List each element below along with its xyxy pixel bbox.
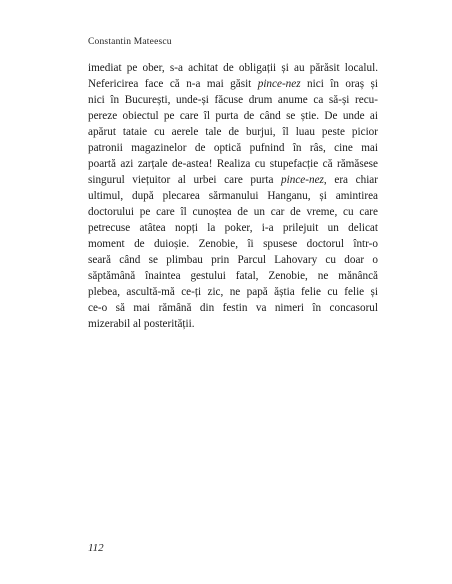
text-segment: nici în București, unde-și făcuse drum anume ca să-și recu- [88, 94, 378, 106]
text-line [88, 220, 378, 236]
text-segment: , era chiar [323, 174, 378, 186]
text-segment: mizerabil al posterității. [88, 318, 195, 330]
running-head-author: Constantin Mateescu [88, 37, 172, 47]
text-line [88, 204, 378, 220]
text-segment: moment de duioșie. Zenobie, îi spusese doctorul într-o [88, 238, 378, 250]
text-line [88, 76, 378, 92]
text-line [88, 188, 378, 204]
text-segment: apărut tataie cu aerele tale de burjui, îl luau peste picior [88, 126, 378, 138]
page-number: 112 [88, 542, 104, 554]
text-segment: singurul viețuitor al urbei care purta [88, 174, 282, 186]
text-segment: ultimul, după plecarea sărmanului Hanganu, și amintirea [88, 190, 378, 202]
text-line [88, 140, 378, 156]
text-line [88, 252, 378, 268]
text-segment: Nefericirea face că n-a mai găsit [88, 78, 258, 90]
text-segment: pereze obiectul pe care îl purta de când se știe. De unde ai [88, 110, 378, 122]
body-paragraph [88, 60, 378, 332]
text-segment: seară când se plimbau prin Parcul Lahovary cu doar o [88, 254, 378, 266]
text-segment: ce-o să mai rămână din festin va nimeri în concasorul [88, 302, 378, 314]
text-line [88, 268, 378, 284]
text-segment: imediat pe ober, s-a achitat de obligații și au părăsit localul. [88, 62, 378, 74]
italic-term: pince-nez [257, 78, 301, 90]
text-segment: doctorului pe care îl cunoștea de un car de vreme, cu care [88, 206, 378, 218]
text-line [88, 92, 378, 108]
text-line [88, 236, 378, 252]
text-segment: petrecuse atâtea nopți la poker, i-a prilejuit un delicat [88, 222, 378, 234]
text-segment: patronii magazinelor de optică pufnind în râs, cine mai [88, 142, 378, 154]
text-segment: nici în oraș și [300, 78, 378, 90]
italic-term: pince-nez [281, 174, 324, 186]
text-line [88, 284, 378, 300]
text-line [88, 300, 378, 316]
text-segment: poartă azi zarțale de-astea! Realiza cu stupefacție că rămăsese [88, 158, 378, 170]
text-line [88, 156, 378, 172]
text-line [88, 316, 378, 332]
text-segment: plebea, ascultă-mă ce-ți zic, ne papă ăștia felie cu felie și [88, 286, 378, 298]
text-line [88, 124, 378, 140]
text-line [88, 60, 378, 76]
text-line [88, 108, 378, 124]
text-segment: săptămână înaintea gestului fatal, Zenobie, ne mănâncă [88, 270, 378, 282]
text-line [88, 172, 378, 188]
